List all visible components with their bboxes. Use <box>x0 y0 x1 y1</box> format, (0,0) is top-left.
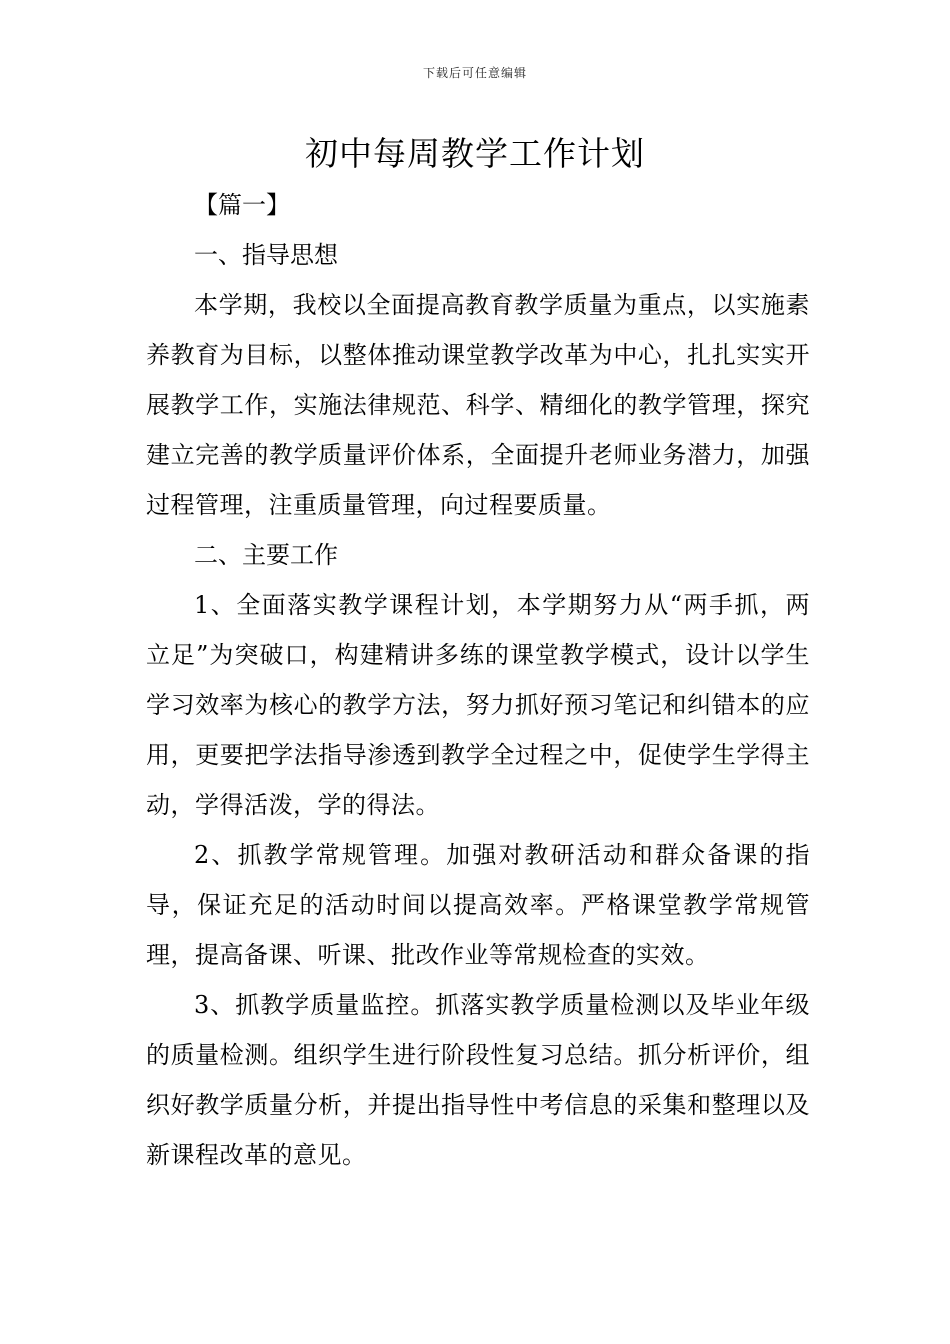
heading-guiding-ideology: 一、指导思想 <box>194 241 338 269</box>
paragraph-guiding-ideology: 本学期，我校以全面提高教育教学质量为重点，以实施素养教育为目标，以整体推动课堂教学改革为中心，扎扎实实开展教学工作，实施法律规范、科学、精细化的教学管理，探究建立完善的教学质量评价体系，全面提升老师业务潜力，加强过程管理，注重质量管理，向过程要质量。 <box>146 291 810 519</box>
heading-main-work: 二、主要工作 <box>194 541 338 569</box>
document-body <box>146 180 810 1180</box>
paragraph-work-item-3: 3、抓教学质量监控。抓落实教学质量检测以及毕业年级的质量检测。组织学生进行阶段性复习总结。抓分析评价，组织好教学质量分析，并提出指导性中考信息的采集和整理以及新课程改革的意见。 <box>146 991 810 1169</box>
document-title: 初中每周教学工作计划 <box>305 134 645 173</box>
section-mark: 【篇一】 <box>194 191 290 219</box>
header-note: 下载后可任意编辑 <box>422 66 527 80</box>
paragraph-work-item-2: 2、抓教学常规管理。加强对教研活动和群众备课的指导，保证充足的活动时间以提高效率。严格课堂教学常规管理，提高备课、听课、批改作业等常规检查的实效。 <box>146 841 810 969</box>
paragraph-work-item-1: 1、全面落实教学课程计划，本学期努力从“两手抓，两立足”为突破口，构建精讲多练的课堂教学模式，设计以学生学习效率为核心的教学方法，努力抓好预习笔记和纠错本的应用，更要把学法指导渗透到教学全过程之中，促使学生学得主动，学得活泼，学的得法。 <box>146 591 810 819</box>
